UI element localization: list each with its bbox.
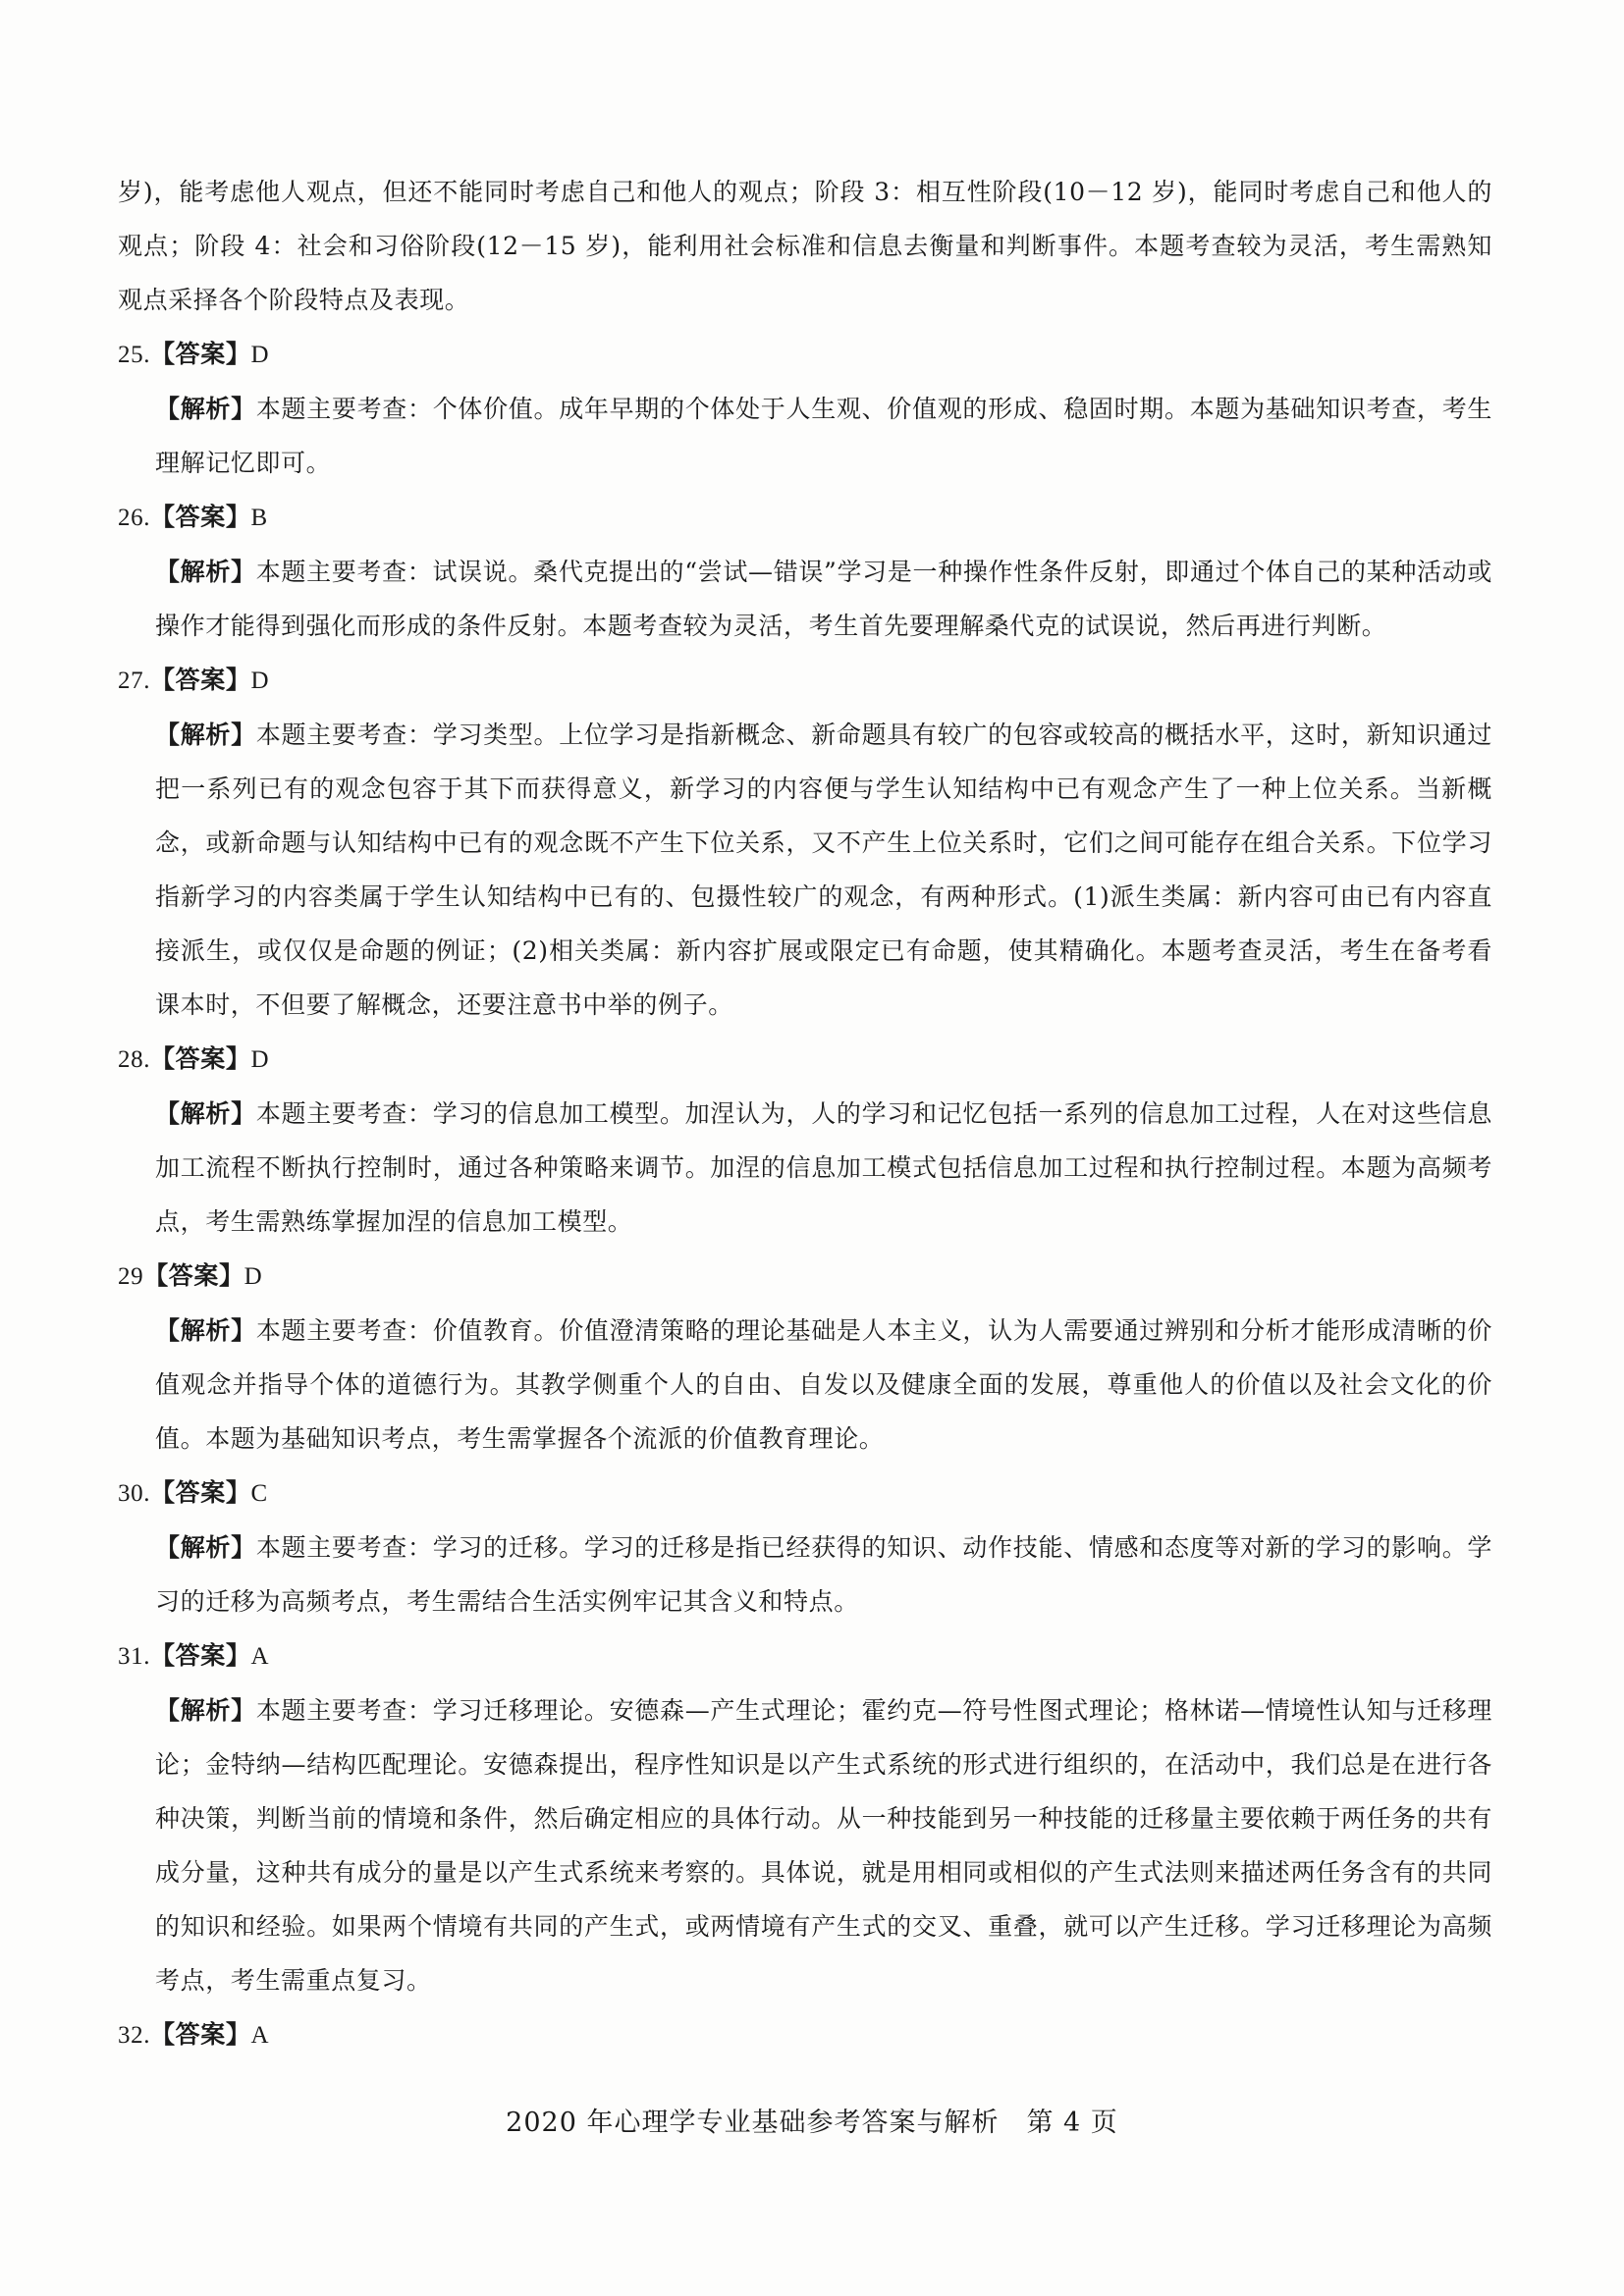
answer-value: B <box>250 505 268 531</box>
analysis-text: 本题主要考查：学习类型。上位学习是指新概念、新命题具有较广的包容或较高的概括水平，这时，新知识通过把一系列已有的观念包容于其下而获得意义，新学习的内容便与学生认知结构中已有观念产生了一种上位关系。当新概念，或新命题与认知结构中已有的观念既不产生下位关系，又不产生上位关系时，它们之间可能存在组合关系。下位学习指新学习的内容类属于学生认知结构中已有的、包摄性较广的观念，有两种形式。(1)派生类属：新内容可由已有内容直接派生，或仅仅是命题的例证；(2)相关类属：新内容扩展或限定已有命题，使其精确化。本题考查灵活，考生在备考看课本时，不但要了解概念，还要注意书中举的例子。 <box>155 721 1493 1019</box>
question-number: 29 <box>118 1263 144 1290</box>
answer-value: D <box>250 1046 270 1073</box>
answer-line-25 <box>118 327 1492 382</box>
answer-tag: 【答案】 <box>150 1044 251 1073</box>
analysis-text: 本题主要考查：学习的迁移。学习的迁移是指已经获得的知识、动作技能、情感和态度等对新的学习的影响。学习的迁移为高频考点，考生需结合生活实例牢记其含义和特点。 <box>155 1533 1493 1616</box>
analysis-tag: 【解析】 <box>155 721 256 749</box>
answer-tag: 【答案】 <box>143 1261 244 1290</box>
analysis-tag: 【解析】 <box>155 558 256 586</box>
question-number: 30. <box>118 1480 151 1507</box>
answer-value: A <box>250 2022 270 2049</box>
analysis-paragraph-28 <box>118 1087 1492 1249</box>
answer-value: D <box>250 342 270 368</box>
answer-tag: 【答案】 <box>150 503 251 531</box>
analysis-text: 本题主要考查：学习迁移理论。安德森—产生式理论；霍约克—符号性图式理论；格林诺—情境性认知与迁移理论；金特纳—结构匹配理论。安德森提出，程序性知识是以产生式系统的形式进行组织的，在活动中，我们总是在进行各种决策，判断当前的情境和条件，然后确定相应的具体行动。从一种技能到另一种技能的迁移量主要依赖于两任务的共有成分量，这种共有成分的量是以产生式系统来考察的。具体说，就是用相同或相似的产生式法则来描述两任务含有的共同的知识和经验。如果两个情境有共同的产生式，或两情境有产生式的交叉、重叠，就可以产生迁移。学习迁移理论为高频考点，考生需重点复习。 <box>155 1696 1493 1995</box>
answer-value: D <box>244 1263 263 1290</box>
question-number: 25. <box>118 342 151 368</box>
answer-tag: 【答案】 <box>150 666 251 694</box>
intro-paragraph: 岁)，能考虑他人观点，但还不能同时考虑自己和他人的观点；阶段 3：相互性阶段(10－12 岁)，能同时考虑自己和他人的观点；阶段 4：社会和习俗阶段(12－15 岁)，能利用社会标准和信息去衡量和判断事件。本题考查较为灵活，考生需熟知观点采择各个阶段特点及表现。 <box>118 178 1492 314</box>
question-number: 26. <box>118 505 151 531</box>
answer-line-32 <box>118 2007 1492 2062</box>
analysis-tag: 【解析】 <box>155 1099 256 1128</box>
analysis-tag: 【解析】 <box>155 1316 256 1345</box>
analysis-tag: 【解析】 <box>155 395 256 423</box>
answer-line-30 <box>118 1466 1492 1521</box>
analysis-text: 本题主要考查：价值教育。价值澄清策略的理论基础是人本主义，认为人需要通过辨别和分析才能形成清晰的价值观念并指导个体的道德行为。其教学侧重个人的自由、自发以及健康全面的发展，尊重他人的价值以及社会文化的价值。本题为基础知识考点，考生需掌握各个流派的价值教育理论。 <box>155 1316 1493 1453</box>
question-number: 27. <box>118 667 151 694</box>
answer-line-28 <box>118 1032 1492 1087</box>
page-footer: 2020 年心理学专业基础参考答案与解析 第 4 页 <box>506 2108 1118 2138</box>
answer-tag: 【答案】 <box>150 1478 251 1507</box>
analysis-text: 本题主要考查：学习的信息加工模型。加涅认为，人的学习和记忆包括一系列的信息加工过程，人在对这些信息加工流程不断执行控制时，通过各种策略来调节。加涅的信息加工模式包括信息加工过程和执行控制过程。本题为高频考点，考生需熟练掌握加涅的信息加工模型。 <box>155 1099 1493 1236</box>
answer-tag: 【答案】 <box>150 340 251 368</box>
answer-content <box>118 165 1492 2062</box>
analysis-paragraph-30 <box>118 1521 1492 1629</box>
answer-line-26 <box>118 490 1492 545</box>
answer-tag: 【答案】 <box>150 2020 251 2049</box>
question-number: 28. <box>118 1046 151 1073</box>
analysis-text: 本题主要考查：个体价值。成年早期的个体处于人生观、价值观的形成、稳固时期。本题为基础知识考查，考生理解记忆即可。 <box>155 395 1493 477</box>
analysis-paragraph-27 <box>118 708 1492 1032</box>
answer-value: C <box>250 1480 268 1507</box>
analysis-tag: 【解析】 <box>155 1533 256 1562</box>
answer-value: A <box>250 1643 270 1670</box>
answer-line-27 <box>118 653 1492 708</box>
analysis-tag: 【解析】 <box>155 1696 256 1725</box>
answer-tag: 【答案】 <box>150 1641 251 1670</box>
analysis-paragraph-25 <box>118 382 1492 490</box>
question-number: 32. <box>118 2022 151 2049</box>
question-number: 31. <box>118 1643 151 1670</box>
answer-value: D <box>250 667 270 694</box>
answer-line-31 <box>118 1629 1492 1683</box>
analysis-paragraph-31 <box>118 1683 1492 2007</box>
analysis-paragraph-26 <box>118 545 1492 653</box>
analysis-paragraph-29 <box>118 1304 1492 1466</box>
answer-line-29 <box>118 1249 1492 1304</box>
analysis-text: 本题主要考查：试误说。桑代克提出的“尝试—错误”学习是一种操作性条件反射，即通过个体自己的某种活动或操作才能得到强化而形成的条件反射。本题考查较为灵活，考生首先要理解桑代克的试误说，然后再进行判断。 <box>155 558 1492 640</box>
